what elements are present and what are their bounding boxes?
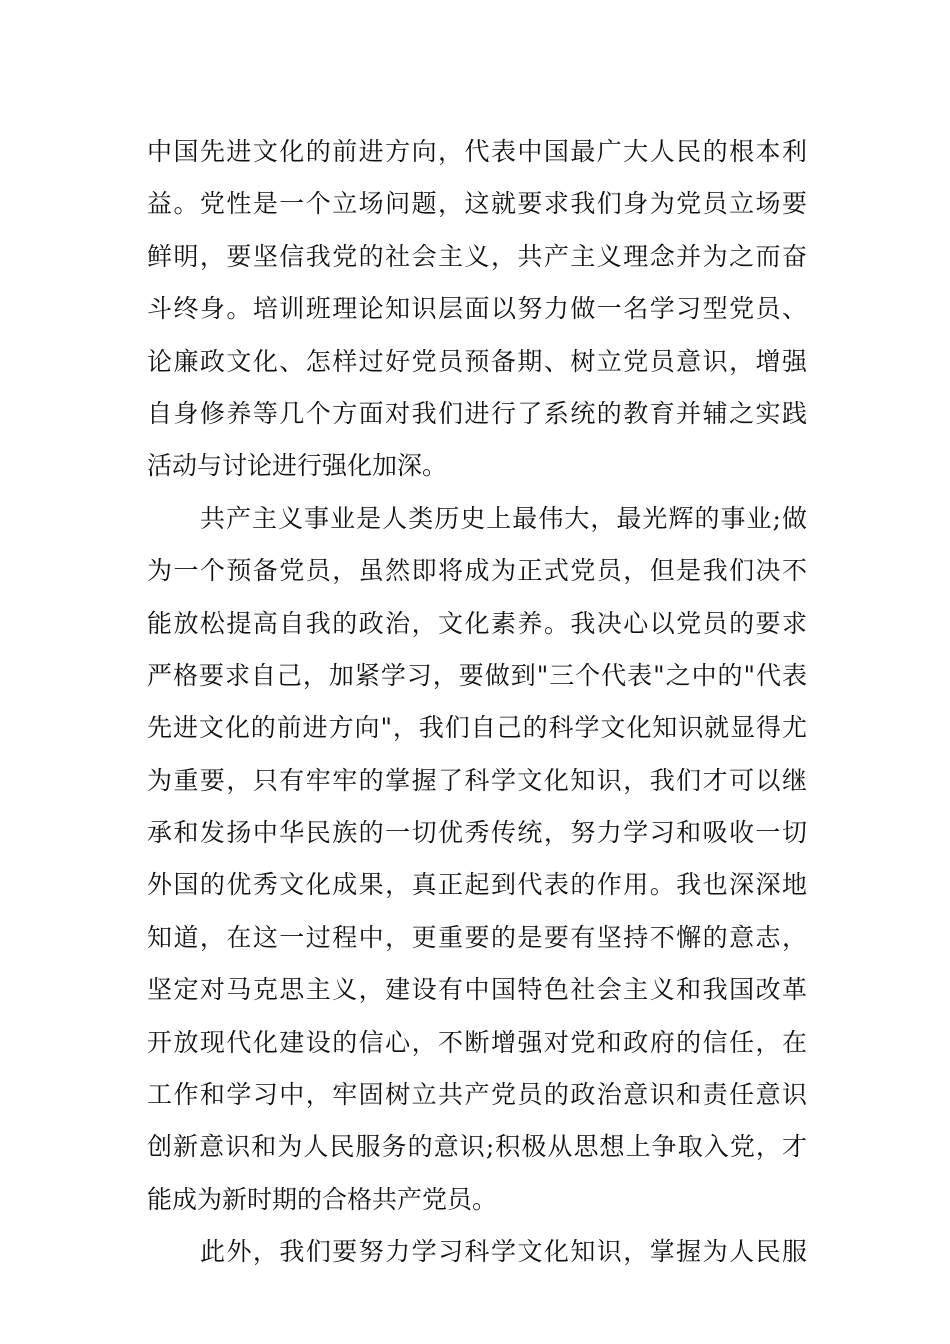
text-line: 开放现代化建设的信心，不断增强对党和政府的信任，在 bbox=[147, 1027, 807, 1057]
text-line: 先进文化的前进方向"，我们自己的科学文化知识就显得尤 bbox=[147, 713, 807, 743]
text-line: 承和发扬中华民族的一切优秀传统，努力学习和吸收一切 bbox=[147, 818, 807, 848]
text-line: 此外，我们要努力学习科学文化知识，掌握为人民服 bbox=[200, 1237, 807, 1267]
text-line: 共产主义事业是人类历史上最伟大，最光辉的事业;做 bbox=[200, 503, 807, 533]
text-line: 工作和学习中，牢固树立共产党员的政治意识和责任意识 bbox=[147, 1080, 807, 1110]
text-line: 严格要求自己，加紧学习，要做到"三个代表"之中的"代表 bbox=[147, 660, 807, 690]
text-line: 为一个预备党员，虽然即将成为正式党员，但是我们决不 bbox=[147, 556, 807, 586]
paragraph-2 bbox=[147, 493, 807, 1226]
text-line: 创新意识和为人民服务的意识;积极从思想上争取入党，才 bbox=[147, 1132, 807, 1162]
text-line: 外国的优秀文化成果，真正起到代表的作用。我也深深地 bbox=[147, 870, 807, 900]
text-line: 鲜明，要坚信我党的社会主义，共产主义理念并为之而奋 bbox=[147, 241, 807, 271]
text-line: 益。党性是一个立场问题，这就要求我们身为党员立场要 bbox=[147, 189, 807, 219]
paragraph-1 bbox=[147, 126, 807, 493]
paragraph-3 bbox=[147, 1226, 807, 1278]
text-line: 知道，在这一过程中，更重要的是要有坚持不懈的意志， bbox=[147, 922, 807, 952]
text-line: 活动与讨论进行强化加深。 bbox=[147, 451, 448, 481]
text-line: 斗终身。培训班理论知识层面以努力做一名学习型党员、 bbox=[147, 294, 807, 324]
text-line: 自身修养等几个方面对我们进行了系统的教育并辅之实践 bbox=[147, 398, 807, 428]
text-line: 为重要，只有牢牢的掌握了科学文化知识，我们才可以继 bbox=[147, 765, 807, 795]
text-line: 坚定对马克思主义，建设有中国特色社会主义和我国改革 bbox=[147, 975, 807, 1005]
text-line: 能成为新时期的合格共产党员。 bbox=[147, 1184, 498, 1214]
text-line: 论廉政文化、怎样过好党员预备期、树立党员意识，增强 bbox=[147, 346, 807, 376]
text-line: 能放松提高自我的政治，文化素养。我决心以党员的要求 bbox=[147, 608, 807, 638]
text-line: 中国先进文化的前进方向，代表中国最广大人民的根本利 bbox=[147, 137, 807, 166]
body-text bbox=[147, 126, 807, 1279]
